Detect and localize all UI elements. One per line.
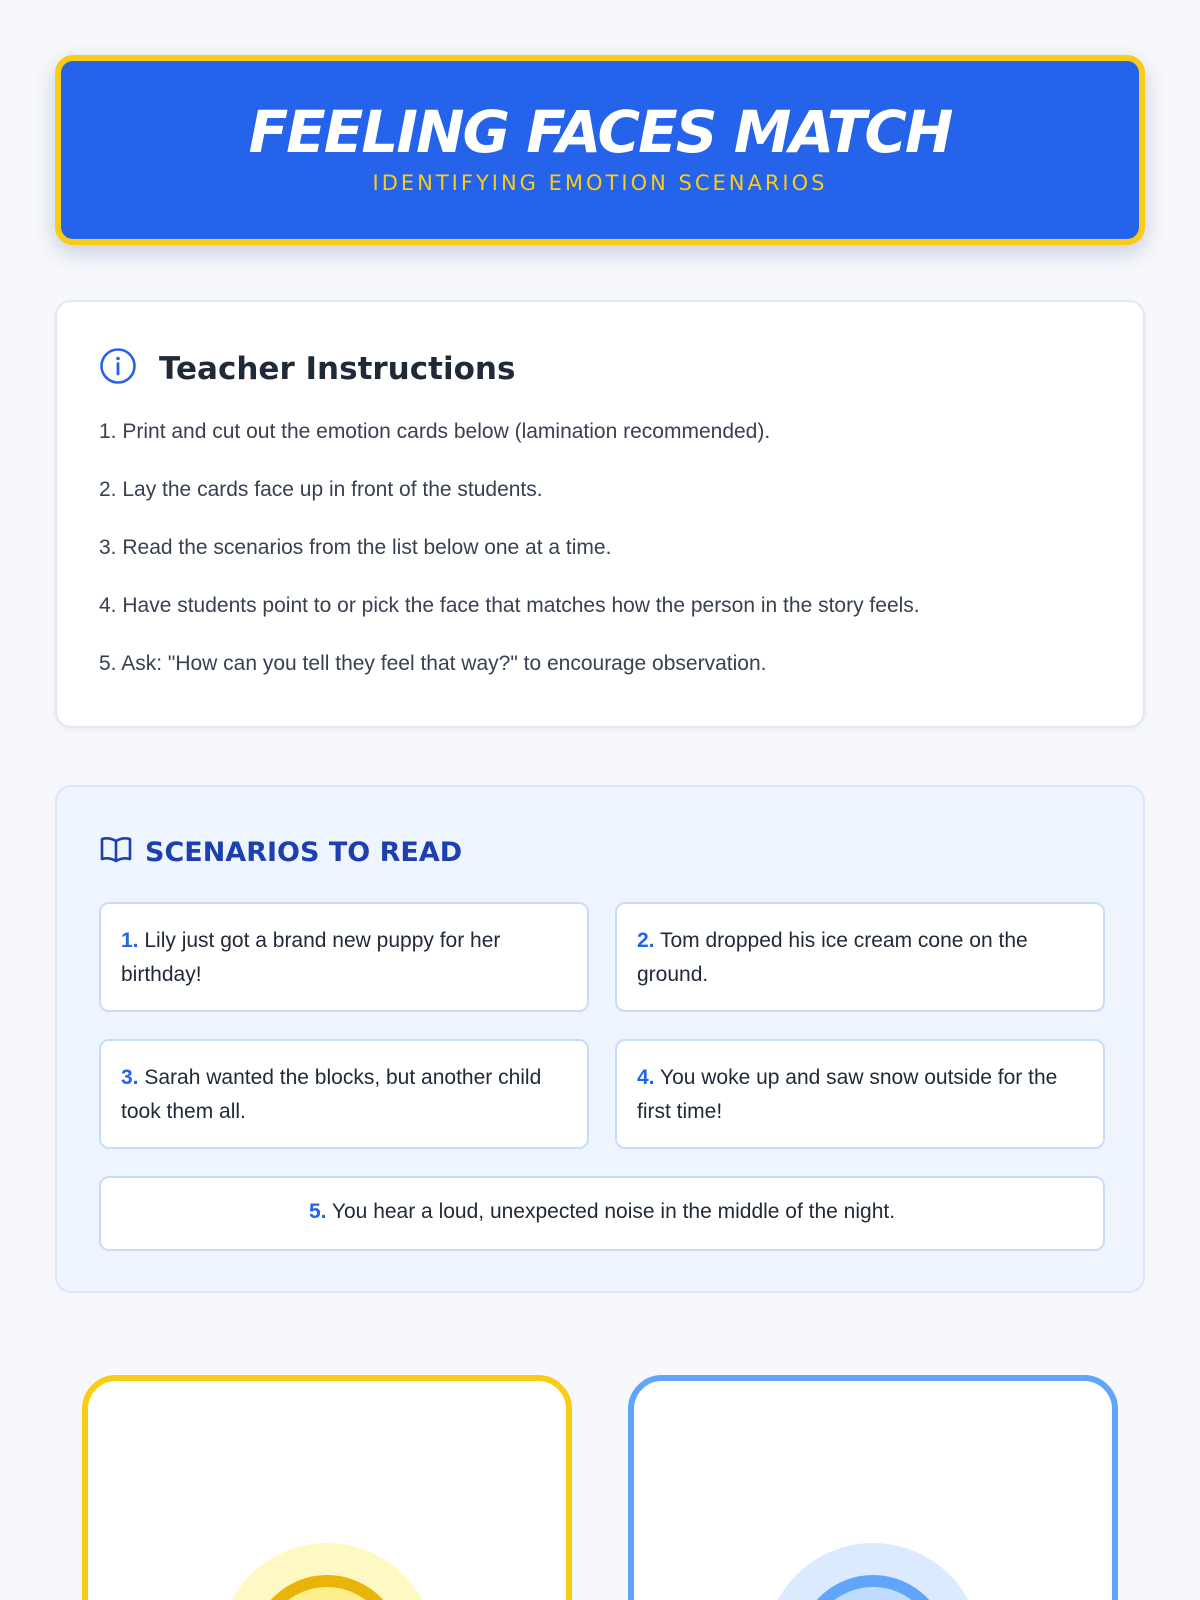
page-subtitle: IDENTIFYING EMOTION SCENARIOS [372, 171, 828, 195]
happy-face-icon [88, 1381, 566, 1600]
sad-emotion-card[interactable] [628, 1375, 1118, 1600]
scenario-text: Sarah wanted the blocks, but another child took them all. [121, 1066, 542, 1123]
scenario-text: Lily just got a brand new puppy for her birthday! [121, 929, 501, 986]
instruction-step: 2. Lay the cards face up in front of the students. [99, 478, 543, 501]
scenario-card-1 [99, 902, 589, 1012]
happy-emotion-card[interactable] [82, 1375, 572, 1600]
instruction-step: 3. Read the scenarios from the list below one at a time. [99, 536, 612, 559]
scenario-number: 2. [637, 929, 655, 952]
scenario-number: 4. [637, 1066, 655, 1089]
scenarios-title: SCENARIOS TO READ [145, 837, 463, 868]
scenario-card-2 [615, 902, 1105, 1012]
scenario-card-3 [99, 1039, 589, 1149]
scenario-card-4 [615, 1039, 1105, 1149]
instructions-heading [99, 347, 515, 390]
scenario-number: 1. [121, 929, 139, 952]
instruction-step: 1. Print and cut out the emotion cards below (lamination recommended). [99, 420, 771, 443]
scenario-number: 5. [308, 1200, 327, 1223]
teacher-instructions-card [55, 300, 1145, 728]
title-banner [55, 55, 1145, 245]
scenarios-panel [55, 785, 1145, 1293]
scenario-text: You hear a loud, unexpected noise in the middle of the night. [331, 1200, 896, 1223]
book-icon [99, 835, 133, 870]
instructions-title: Teacher Instructions [159, 350, 516, 387]
instruction-step: 5. Ask: "How can you tell they feel that way?" to encourage observation. [99, 652, 767, 675]
instruction-step: 4. Have students point to or pick the face that matches how the person in the story feels. [99, 594, 920, 617]
info-icon [99, 347, 137, 390]
instructions-list [99, 420, 920, 710]
page-title: FEELING FACES MATCH [248, 98, 952, 166]
scenarios-heading [99, 835, 462, 870]
scenario-text: You woke up and saw snow outside for the first time! [637, 1066, 1058, 1123]
scenario-card-5 [99, 1176, 1105, 1251]
scenario-number: 3. [121, 1066, 139, 1089]
scenario-text: Tom dropped his ice cream cone on the ground. [637, 929, 1028, 986]
sad-face-icon [634, 1381, 1112, 1600]
